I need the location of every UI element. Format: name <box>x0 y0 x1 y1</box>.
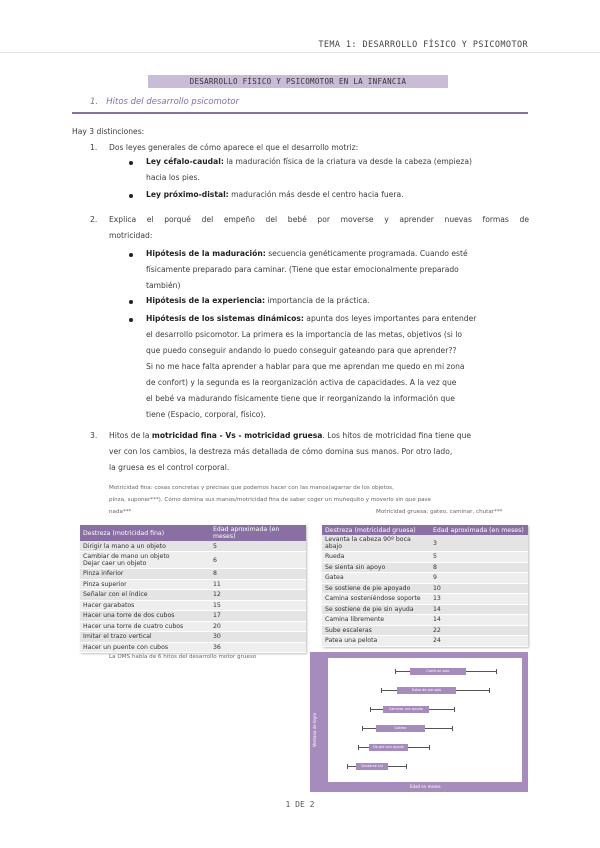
item2-line2: motricidad: <box>109 231 153 240</box>
chart-bar: Caminar solo <box>410 668 466 675</box>
age-cell: 36 <box>210 642 306 653</box>
age-cell: 5 <box>210 541 306 552</box>
section-title: Hitos del desarrollo psicomotor <box>106 97 239 107</box>
table-row <box>80 590 306 601</box>
hyp-sistemas: Hipótesis de los sistemas dinámicos: apunta dos leyes importantes para entender <box>146 314 477 323</box>
chart-bar: Sentarse sin apoyo <box>356 763 388 770</box>
chart-whisker-cap <box>454 707 455 712</box>
chart-bar: Estar de pie solo <box>397 687 456 694</box>
note-fina-1: Motricidad fina: cosas concretas y precisas que podemos hacer con las manos(agarrar de los objetos, <box>109 485 394 491</box>
item2-number: 2. <box>90 215 98 224</box>
hyp-sistemas-l4: Si no me hace falta aprender a hablar para que me aprendan me quedo en mi zona <box>146 362 465 371</box>
who-milestones-chart <box>310 652 528 792</box>
age-cell: 8 <box>430 562 528 573</box>
section-heading <box>90 97 239 107</box>
table-row <box>322 625 528 636</box>
skill-cell: Camina libremente <box>322 615 430 626</box>
age-cell: 14 <box>430 615 528 626</box>
table-row <box>322 615 528 626</box>
chart-xlabel: Edad en meses <box>410 784 441 789</box>
table-row <box>80 579 306 590</box>
section-underline <box>72 112 528 114</box>
skill-cell: Gatea <box>322 573 430 584</box>
chart-whisker-cap <box>395 669 396 674</box>
page-number: 1 DE 2 <box>285 800 315 809</box>
table-row <box>80 632 306 643</box>
hyp-sistemas-l7: tiene (Espacio, corporal, físico). <box>146 410 266 419</box>
table-row <box>322 583 528 594</box>
skill-cell: Camina sosteniéndose soporte <box>322 594 430 605</box>
item3-number: 3. <box>90 431 98 440</box>
item1-number: 1. <box>90 143 98 152</box>
item3-line3: la gruesa es el control corporal. <box>109 463 230 472</box>
table-row <box>322 573 528 584</box>
table-row <box>322 594 528 605</box>
chart-bar: Gatear <box>376 725 425 732</box>
age-cell: 13 <box>430 594 528 605</box>
skill-cell: Sube escaleras <box>322 625 430 636</box>
table-row <box>322 562 528 573</box>
age-cell: 22 <box>430 625 528 636</box>
hyp-maduracion: Hipótesis de la maduración: secuencia genéticamente programada. Cuando esté <box>146 249 468 258</box>
bullet-icon <box>129 161 133 165</box>
skill-cell: Hacer una torre de cuatro cubos <box>80 621 210 632</box>
table-header: Edad aproximada (en meses) <box>430 525 528 535</box>
document-banner: DESARROLLO FÍSICO Y PSICOMOTOR EN LA INFANCIA <box>148 75 448 88</box>
page-header-title: TEMA 1: DESARROLLO FÍSICO Y PSICOMOTOR <box>318 40 528 50</box>
table-row <box>322 636 528 647</box>
chart-plot-area <box>328 658 522 782</box>
item2-line1: Explica el porqué del empeño del bebé por moverse y aprender nuevas formas de <box>109 215 529 224</box>
skill-cell: Hacer garabatos <box>80 600 210 611</box>
law-proximodistal: Ley próximo-distal: maduración más desde el centro hacia fuera. <box>146 190 404 199</box>
chart-whisker-cap <box>362 726 363 731</box>
skill-cell: Señalar con el índice <box>80 590 210 601</box>
table-header: Destreza (motricidad fina) <box>80 525 210 541</box>
hyp-maduracion-l3: también) <box>146 281 181 290</box>
item3-line2: ver con los cambios, la destreza más detallada de cómo domina sus manos. Por otro lado, <box>109 447 453 456</box>
chart-caption: La OMS habla de 6 hitos del desarrollo motor grueso <box>109 654 257 660</box>
table-header: Edad aproximada (en meses) <box>210 525 306 541</box>
header-divider <box>0 52 600 53</box>
law-cefalocaudal-cont: hacia los pies. <box>146 173 200 182</box>
chart-whisker-cap <box>489 688 490 693</box>
age-cell: 12 <box>210 590 306 601</box>
age-cell: 11 <box>210 579 306 590</box>
hyp-sistemas-l2: el desarrollo psicomotor. La primera es la importancia de las metas, objetivos (si lo <box>146 330 463 339</box>
chart-whisker-cap <box>496 669 497 674</box>
item1-text: Dos leyes generales de cómo aparece el que el desarrollo motriz: <box>109 143 359 152</box>
table-row <box>80 541 306 552</box>
gross-motor-table <box>322 525 528 647</box>
chart-bar: Caminar con ayuda <box>383 706 429 713</box>
age-cell: 15 <box>210 600 306 611</box>
chart-whisker-cap <box>358 745 359 750</box>
age-cell: 8 <box>210 569 306 580</box>
chart-bar: De pie con ayuda <box>369 744 408 751</box>
chart-whisker-cap <box>381 688 382 693</box>
table-row <box>80 621 306 632</box>
age-cell: 9 <box>430 573 528 584</box>
age-cell: 6 <box>210 552 306 569</box>
chart-whisker-cap <box>429 745 430 750</box>
skill-cell: Rueda <box>322 552 430 563</box>
table-row <box>80 552 306 569</box>
skill-cell: Hacer una torre de dos cubos <box>80 611 210 622</box>
table-row <box>80 611 306 622</box>
intro-text: Hay 3 distinciones: <box>72 127 145 136</box>
table-row <box>80 569 306 580</box>
table-row <box>322 535 528 552</box>
note-fina-3: nada*** <box>109 509 132 515</box>
bullet-icon <box>129 194 133 198</box>
skill-cell: Se sostiene de pie apoyado <box>322 583 430 594</box>
skill-cell: Imitar el trazo vertical <box>80 632 210 643</box>
bullet-icon <box>129 300 133 304</box>
age-cell: 17 <box>210 611 306 622</box>
skill-cell: Dirigir la mano a un objeto <box>80 541 210 552</box>
note-gruesa: Motricidad gruesa: gateo, caminar, chutar*** <box>376 509 503 515</box>
hyp-experiencia: Hipótesis de la experiencia: importancia de la práctica. <box>146 296 370 305</box>
bullet-icon <box>129 253 133 257</box>
age-cell: 5 <box>430 552 528 563</box>
section-number: 1. <box>90 97 99 107</box>
skill-cell: Cambiar de mano un objeto Dejar caer un objeto <box>80 552 210 569</box>
hyp-sistemas-l5: de confort) y la segunda es la reorganización activa de capacidades. A la vez que <box>146 378 457 387</box>
age-cell: 10 <box>430 583 528 594</box>
skill-cell: Pinza inferior <box>80 569 210 580</box>
chart-whisker-cap <box>406 764 407 769</box>
table-row <box>322 552 528 563</box>
table-row <box>80 600 306 611</box>
hyp-maduracion-l2: físicamente preparado para caminar. (Tiene que estar emocionalmente preparado <box>146 265 459 274</box>
chart-whisker-cap <box>370 707 371 712</box>
note-fina-2: pinza, suponer***). Cómo domina sus manos/motricidad fina de saber coger un muñequito y moverlo sin que pase <box>109 497 431 503</box>
age-cell: 30 <box>210 632 306 643</box>
hyp-sistemas-l6: el bebé va madurando físicamente tiene que ir reorganizando la información que <box>146 394 455 403</box>
skill-cell: Hacer un puente con cubos <box>80 642 210 653</box>
skill-cell: Patea una pelota <box>322 636 430 647</box>
table-header: Destreza (motricidad gruesa) <box>322 525 430 535</box>
age-cell: 3 <box>430 535 528 552</box>
bullet-icon <box>129 318 133 322</box>
fine-motor-table <box>80 525 306 653</box>
age-cell: 14 <box>430 604 528 615</box>
chart-ylabel: Ventana de logro <box>312 712 317 747</box>
chart-whisker-cap <box>452 726 453 731</box>
chart-whisker-cap <box>347 764 348 769</box>
law-cefalocaudal: Ley céfalo-caudal: la maduración física de la criatura va desde la cabeza (empieza) <box>146 157 472 166</box>
age-cell: 24 <box>430 636 528 647</box>
skill-cell: Pinza superior <box>80 579 210 590</box>
hyp-sistemas-l3: que puedo conseguir andando lo puedo conseguir gateando para que aprender?? <box>146 346 457 355</box>
skill-cell: Levanta la cabeza 90º boca abajo <box>322 535 430 552</box>
skill-cell: Se sienta sin apoyo <box>322 562 430 573</box>
skill-cell: Se sostiene de pie sin ayuda <box>322 604 430 615</box>
table-row <box>322 604 528 615</box>
item3-line1: Hitos de la motricidad fina - Vs - motricidad gruesa. Los hitos de motricidad fina tiene que <box>109 431 472 440</box>
age-cell: 20 <box>210 621 306 632</box>
